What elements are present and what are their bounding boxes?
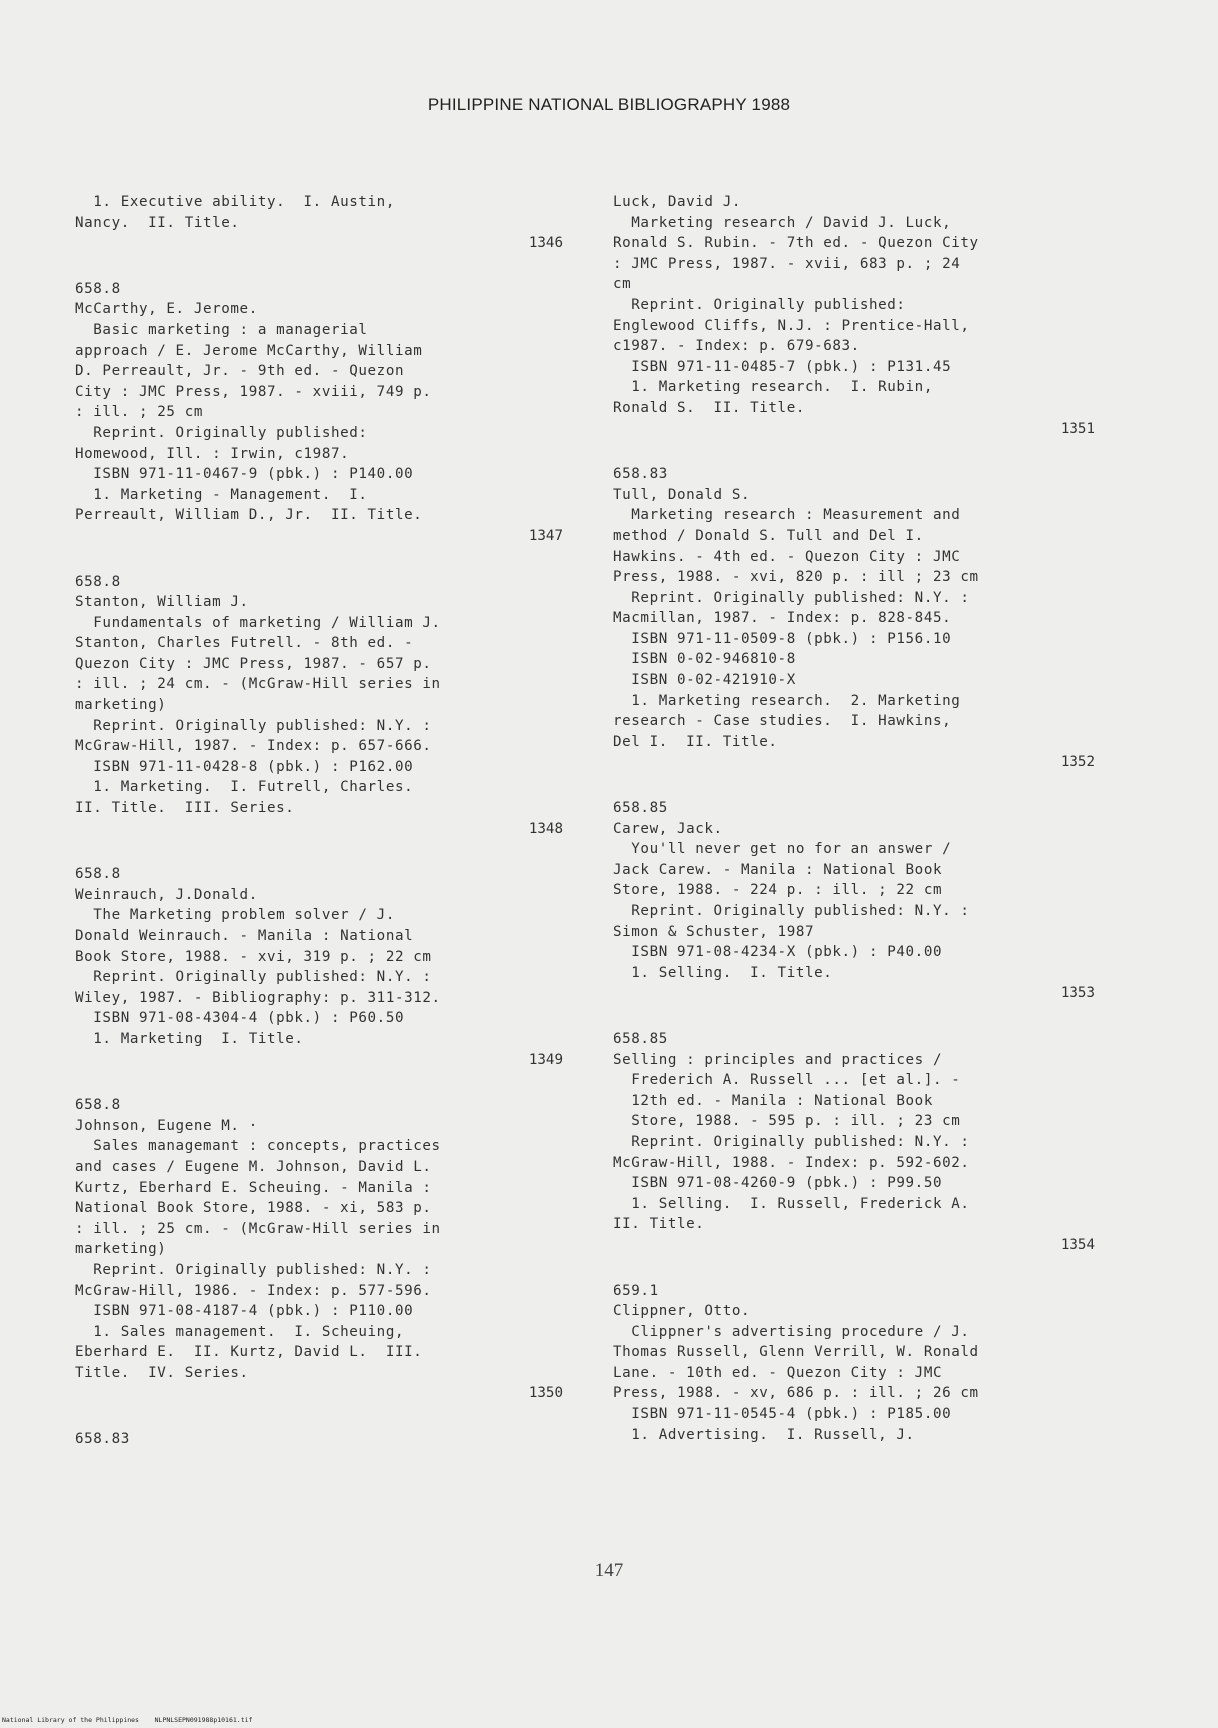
entry-line: ISBN 0-02-946810-8 bbox=[613, 651, 796, 668]
entry-line: 658.8 bbox=[75, 866, 121, 883]
entry-line: Fundamentals of marketing / William J. bbox=[75, 614, 441, 631]
entry-line: Press, 1988. - xvi, 820 p. : ill ; 23 cm bbox=[613, 569, 979, 586]
bibliography-entry bbox=[75, 1429, 565, 1450]
entry-line: Ronald S. II. Title. bbox=[613, 399, 805, 416]
entry-line: National Book Store, 1988. - xi, 583 p. bbox=[75, 1200, 432, 1217]
entry-line: II. Title. III. Series. bbox=[75, 800, 295, 817]
bibliography-entry bbox=[613, 1029, 1103, 1256]
bibliography-entry bbox=[613, 1281, 1103, 1446]
entry-line: Frederich A. Russell ... [et al.]. - bbox=[613, 1072, 961, 1089]
entry-line: Homewood, Ill. : Irwin, c1987. bbox=[75, 445, 350, 462]
entry-line: 658.83 bbox=[613, 466, 668, 483]
entry-line: Book Store, 1988. - xvi, 319 p. ; 22 cm bbox=[75, 948, 432, 965]
entry-number: 1353 bbox=[1060, 985, 1095, 1002]
bibliography-entry bbox=[613, 798, 1103, 1004]
entry-line: ISBN 971-08-4187-4 (pbk.) : P110.00 bbox=[75, 1303, 414, 1320]
page-number: 147 bbox=[594, 1560, 624, 1581]
entry-line: ISBN 971-11-0509-8 (pbk.) : P156.10 bbox=[613, 630, 952, 647]
scan-footer: National Library of the Philippines NLPNLSEPN091988p10161.tif bbox=[2, 1716, 253, 1724]
entry-line: ISBN 971-11-0467-9 (pbk.) : P140.00 bbox=[75, 466, 414, 483]
entry-line: D. Perreault, Jr. - 9th ed. - Quezon bbox=[75, 363, 405, 380]
entry-line: 1. Sales management. I. Scheuing, bbox=[75, 1323, 405, 1340]
entry-line: Clippner, Otto. bbox=[613, 1303, 751, 1320]
entry-line: 658.83 bbox=[75, 1431, 130, 1448]
entry-line: Thomas Russell, Glenn Verrill, W. Ronald bbox=[613, 1344, 979, 1361]
entry-line: : ill. ; 25 cm bbox=[75, 404, 203, 421]
entry-line: ISBN 971-11-0485-7 (pbk.) : P131.45 bbox=[613, 358, 952, 375]
entry-line: Lane. - 10th ed. - Quezon City : JMC bbox=[613, 1364, 943, 1381]
bibliography-entry bbox=[75, 572, 565, 840]
entry-number: 1348 bbox=[528, 820, 563, 837]
entry-line: McGraw-Hill, 1986. - Index: p. 577-596. bbox=[75, 1282, 432, 1299]
entry-line: Jack Carew. - Manila : National Book bbox=[613, 861, 943, 878]
entry-number: 1354 bbox=[1060, 1236, 1095, 1253]
entry-line: City : JMC Press, 1987. - xviii, 749 p. bbox=[75, 383, 432, 400]
entry-line: 1. Selling. I. Title. bbox=[613, 964, 833, 981]
entry-line: Reprint. Originally published: N.Y. : bbox=[613, 1133, 970, 1150]
entry-number: 1349 bbox=[528, 1051, 563, 1068]
entry-line: : ill. ; 25 cm. - (McGraw-Hill series in bbox=[75, 1220, 441, 1237]
entry-line: ISBN 0-02-421910-X bbox=[613, 672, 796, 689]
entry-line: ISBN 971-08-4304-4 (pbk.) : P60.50 bbox=[75, 1010, 405, 1027]
bibliography-entry bbox=[75, 192, 565, 254]
bibliography-entry bbox=[613, 192, 1103, 439]
bibliography-entry bbox=[613, 464, 1103, 773]
entry-line: ISBN 971-11-0545-4 (pbk.) : P185.00 bbox=[613, 1406, 952, 1423]
entry-line: Sales managemant : concepts, practices bbox=[75, 1138, 441, 1155]
left-column bbox=[75, 192, 565, 1475]
entry-line: 1. Selling. I. Russell, Frederick A. bbox=[613, 1195, 970, 1212]
entry-line: approach / E. Jerome McCarthy, William bbox=[75, 342, 423, 359]
entry-line: research - Case studies. I. Hawkins, bbox=[613, 713, 952, 730]
entry-number: 1347 bbox=[528, 527, 563, 544]
entry-line: Store, 1988. - 224 p. : ill. ; 22 cm bbox=[613, 882, 943, 899]
entry-line: c1987. - Index: p. 679-683. bbox=[613, 338, 860, 355]
entry-line: Reprint. Originally published: N.Y. : bbox=[613, 589, 970, 606]
entry-line: ISBN 971-08-4260-9 (pbk.) : P99.50 bbox=[613, 1175, 943, 1192]
entry-line: method / Donald S. Tull and Del I. bbox=[613, 527, 924, 544]
entry-line: 659.1 bbox=[613, 1282, 659, 1299]
bibliography-entry bbox=[75, 1095, 565, 1404]
entry-line: 658.8 bbox=[75, 1097, 121, 1114]
entry-line: 1. Advertising. I. Russell, J. bbox=[613, 1426, 915, 1443]
entry-number: 1346 bbox=[528, 235, 563, 252]
entry-line: marketing) bbox=[75, 697, 167, 714]
entry-line: 1. Executive ability. I. Austin, bbox=[75, 194, 395, 210]
entry-line: Luck, David J. bbox=[613, 194, 741, 210]
bibliography-entry bbox=[75, 279, 565, 547]
entry-line: 1. Marketing. I. Futrell, Charles. bbox=[75, 779, 414, 796]
entry-line: Reprint. Originally published: bbox=[613, 296, 906, 313]
entry-line: 658.85 bbox=[613, 800, 668, 817]
entry-number: 1351 bbox=[1060, 420, 1095, 437]
entry-line: Carew, Jack. bbox=[613, 820, 723, 837]
entry-line: Englewood Cliffs, N.J. : Prentice-Hall, bbox=[613, 317, 970, 334]
entry-line: : JMC Press, 1987. - xvii, 683 p. ; 24 bbox=[613, 255, 961, 272]
entry-line: Title. IV. Series. bbox=[75, 1364, 249, 1381]
bibliography-entry bbox=[75, 864, 565, 1070]
entry-line: McGraw-Hill, 1988. - Index: p. 592-602. bbox=[613, 1154, 970, 1171]
entry-number: 1350 bbox=[528, 1385, 563, 1402]
entry-line: Nancy. II. Title. bbox=[75, 214, 240, 231]
entry-line: Press, 1988. - xv, 686 p. : ill. ; 26 cm bbox=[613, 1385, 979, 1402]
entry-line: The Marketing problem solver / J. bbox=[75, 907, 395, 924]
entry-line: Reprint. Originally published: N.Y. : bbox=[75, 969, 432, 986]
entry-line: McGraw-Hill, 1987. - Index: p. 657-666. bbox=[75, 738, 432, 755]
entry-line: marketing) bbox=[75, 1241, 167, 1258]
entry-line: Eberhard E. II. Kurtz, David L. III. bbox=[75, 1344, 423, 1361]
entry-line: Weinrauch, J.Donald. bbox=[75, 886, 258, 903]
entry-line: Stanton, Charles Futrell. - 8th ed. - bbox=[75, 635, 414, 652]
entry-line: Ronald S. Rubin. - 7th ed. - Quezon City bbox=[613, 235, 979, 252]
entry-line: Reprint. Originally published: bbox=[75, 424, 368, 441]
entry-line: McCarthy, E. Jerome. bbox=[75, 301, 258, 318]
entry-line: and cases / Eugene M. Johnson, David L. bbox=[75, 1158, 432, 1175]
entry-line: Quezon City : JMC Press, 1987. - 657 p. bbox=[75, 655, 432, 672]
entry-line: 1. Marketing research. 2. Marketing bbox=[613, 692, 961, 709]
entry-line: You'll never get no for an answer / bbox=[613, 841, 952, 858]
entry-line: ISBN 971-08-4234-X (pbk.) : P40.00 bbox=[613, 944, 943, 961]
entry-line: Kurtz, Eberhard E. Scheuing. - Manila : bbox=[75, 1179, 432, 1196]
entry-line: 658.85 bbox=[613, 1030, 668, 1047]
entry-line: Selling : principles and practices / bbox=[613, 1051, 943, 1068]
entry-line: Macmillan, 1987. - Index: p. 828-845. bbox=[613, 610, 952, 627]
right-column bbox=[613, 192, 1103, 1470]
entry-number: 1352 bbox=[1060, 754, 1095, 771]
entry-line: : ill. ; 24 cm. - (McGraw-Hill series in bbox=[75, 676, 441, 693]
entry-line: Johnson, Eugene M. · bbox=[75, 1117, 258, 1134]
entry-line: Marketing research / David J. Luck, bbox=[613, 214, 952, 231]
entry-line: 1. Marketing I. Title. bbox=[75, 1030, 304, 1047]
entry-line: Reprint. Originally published: N.Y. : bbox=[613, 903, 970, 919]
entry-line: cm bbox=[613, 276, 632, 293]
entry-line: 12th ed. - Manila : National Book bbox=[613, 1092, 933, 1109]
entry-line: Del I. II. Title. bbox=[613, 733, 778, 750]
entry-line: 658.8 bbox=[75, 573, 121, 590]
entry-line: II. Title. bbox=[613, 1216, 705, 1233]
entry-line: Reprint. Originally published: N.Y. : bbox=[75, 1261, 432, 1278]
entry-line: Tull, Donald S. bbox=[613, 486, 751, 503]
entry-line: 1. Marketing - Management. I. bbox=[75, 486, 368, 503]
entry-line: Reprint. Originally published: N.Y. : bbox=[75, 717, 432, 734]
entry-line: Simon & Schuster, 1987 bbox=[613, 923, 815, 940]
entry-line: Marketing research : Measurement and bbox=[613, 507, 961, 524]
page-header: PHILIPPINE NATIONAL BIBLIOGRAPHY 1988 bbox=[427, 95, 791, 114]
entry-line: ISBN 971-11-0428-8 (pbk.) : P162.00 bbox=[75, 758, 414, 775]
entry-line: 658.8 bbox=[75, 280, 121, 297]
entry-line: Wiley, 1987. - Bibliography: p. 311-312. bbox=[75, 989, 441, 1006]
entry-line: Perreault, William D., Jr. II. Title. bbox=[75, 507, 423, 524]
entry-line: 1. Marketing research. I. Rubin, bbox=[613, 379, 933, 396]
entry-line: Basic marketing : a managerial bbox=[75, 321, 368, 338]
entry-line: Store, 1988. - 595 p. : ill. ; 23 cm bbox=[613, 1113, 961, 1130]
entry-line: Hawkins. - 4th ed. - Quezon City : JMC bbox=[613, 548, 961, 565]
entry-line: Clippner's advertising procedure / J. bbox=[613, 1323, 970, 1340]
entry-line: Donald Weinrauch. - Manila : National bbox=[75, 928, 414, 944]
entry-line: Stanton, William J. bbox=[75, 594, 249, 611]
